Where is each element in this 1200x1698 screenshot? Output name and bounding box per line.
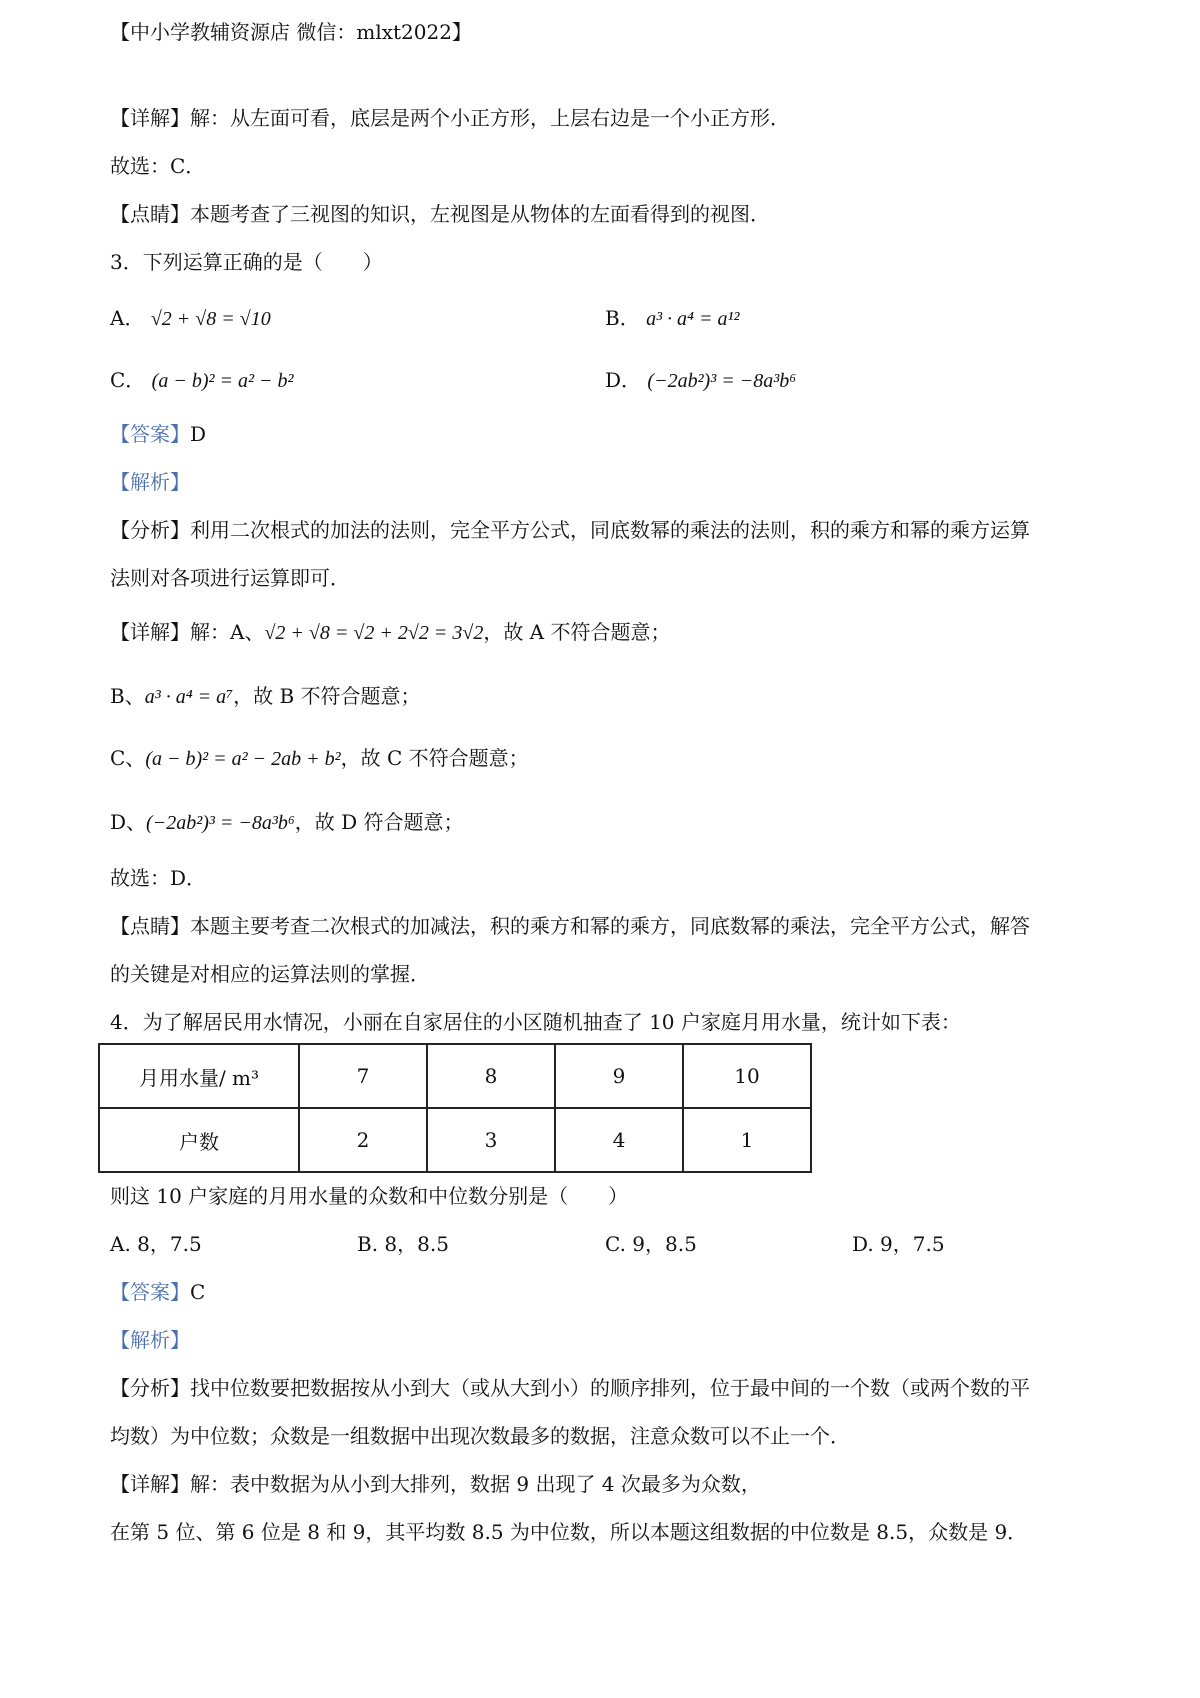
q3-stem: 3．下列运算正确的是（ ） bbox=[110, 250, 383, 274]
detail-prefix: B、 bbox=[110, 684, 145, 708]
table-row bbox=[99, 1108, 811, 1172]
answer-tag: 【答案】 bbox=[110, 1280, 190, 1304]
detail-suffix: ，故 B 不符合题意； bbox=[233, 684, 421, 708]
option-label: D． bbox=[605, 368, 642, 392]
q3-comment-line-1: 【点睛】本题主要考查二次根式的加减法，积的乘方和幂的乘方，同底数幂的乘法，完全平方公式，解答 bbox=[110, 914, 1030, 938]
q4-answer bbox=[110, 1278, 205, 1306]
q3-choice: 故选：D． bbox=[110, 866, 207, 890]
answer-value: D bbox=[190, 422, 207, 446]
q2-comment: 【点睛】本题考查了三视图的知识，左视图是从物体的左面看得到的视图． bbox=[110, 202, 770, 226]
q3-comment-line-2: 的关键是对相应的运算法则的掌握． bbox=[110, 962, 430, 986]
q3-option-b bbox=[605, 304, 740, 333]
math-expression: (a − b)² = a² − 2ab + b² bbox=[145, 748, 341, 770]
math-expression: a³ · a⁴ = a¹² bbox=[646, 308, 740, 330]
q3-analysis-tag: 【解析】 bbox=[110, 470, 190, 494]
table-cell: 8 bbox=[427, 1044, 555, 1108]
detail-prefix: C、 bbox=[110, 746, 146, 770]
q3-option-c bbox=[110, 366, 293, 395]
math-expression: (a − b)² = a² − b² bbox=[151, 370, 294, 392]
page-header: 【中小学教辅资源店 微信：mlxt2022】 bbox=[110, 20, 472, 44]
option-label: A． bbox=[110, 306, 145, 330]
option-label: C． bbox=[110, 368, 146, 392]
q3-detail-c bbox=[110, 744, 529, 773]
detail-prefix: D、 bbox=[110, 810, 147, 834]
q4-analysis-line-1: 【分析】找中位数要把数据按从小到大（或从大到小）的顺序排列，位于最中间的一个数（或两个数的平 bbox=[110, 1376, 1030, 1400]
detail-suffix: ，故 D 符合题意； bbox=[294, 810, 464, 834]
q4-option-d: D. 9，7.5 bbox=[852, 1232, 945, 1256]
table-cell: 4 bbox=[555, 1108, 683, 1172]
q4-question: 则这 10 户家庭的月用水量的众数和中位数分别是（ ） bbox=[110, 1184, 629, 1208]
q4-option-a: A. 8，7.5 bbox=[110, 1232, 202, 1256]
detail-prefix: 【详解】解：A、 bbox=[110, 620, 265, 644]
table-cell: 1 bbox=[683, 1108, 811, 1172]
q4-stem: 4．为了解居民用水情况，小丽在自家居住的小区随机抽查了 10 户家庭月用水量，统计如下表： bbox=[110, 1010, 961, 1034]
q3-detail-a bbox=[110, 618, 671, 647]
q2-choice: 故选：C． bbox=[110, 154, 206, 178]
detail-suffix: ，故 C 不符合题意； bbox=[340, 746, 529, 770]
option-label: B． bbox=[605, 306, 640, 330]
math-expression: √2 + √8 = √10 bbox=[150, 308, 271, 330]
q3-analysis-line-1: 【分析】利用二次根式的加法的法则，完全平方公式，同底数幂的乘法的法则，积的乘方和幂的乘方运算 bbox=[110, 518, 1030, 542]
answer-tag: 【答案】 bbox=[110, 422, 190, 446]
table-cell: 7 bbox=[299, 1044, 427, 1108]
q3-option-d bbox=[605, 366, 796, 395]
q4-analysis-tag: 【解析】 bbox=[110, 1328, 190, 1352]
q4-detail-line-2: 在第 5 位、第 6 位是 8 和 9，其平均数 8.5 为中位数，所以本题这组数据的中位数是 8.5，众数是 9． bbox=[110, 1520, 1028, 1544]
answer-value: C bbox=[190, 1280, 206, 1304]
table-header-cell: 月用水量/ m³ bbox=[99, 1044, 299, 1108]
water-usage-table bbox=[98, 1043, 812, 1173]
q3-answer bbox=[110, 420, 206, 448]
math-expression: (−2ab²)³ = −8a³b⁶ bbox=[647, 370, 797, 392]
q4-option-b: B. 8，8.5 bbox=[357, 1232, 449, 1256]
q2-detail: 【详解】解：从左面可看，底层是两个小正方形，上层右边是一个小正方形． bbox=[110, 106, 790, 130]
table-cell: 2 bbox=[299, 1108, 427, 1172]
q3-detail-d bbox=[110, 808, 464, 837]
q3-detail-b bbox=[110, 682, 421, 711]
table-cell: 9 bbox=[555, 1044, 683, 1108]
q3-option-a bbox=[110, 304, 271, 333]
table-row bbox=[99, 1044, 811, 1108]
table-cell: 3 bbox=[427, 1108, 555, 1172]
table-header-cell: 户数 bbox=[99, 1108, 299, 1172]
q4-detail-line-1: 【详解】解：表中数据为从小到大排列，数据 9 出现了 4 次最多为众数， bbox=[110, 1472, 761, 1496]
table-cell: 10 bbox=[683, 1044, 811, 1108]
math-expression: √2 + √8 = √2 + 2√2 = 3√2 bbox=[264, 622, 484, 644]
q3-analysis-line-2: 法则对各项进行运算即可． bbox=[110, 566, 350, 590]
detail-suffix: ，故 A 不符合题意； bbox=[483, 620, 671, 644]
math-expression: (−2ab²)³ = −8a³b⁶ bbox=[146, 812, 295, 834]
q4-option-c: C. 9，8.5 bbox=[605, 1232, 697, 1256]
math-expression: a³ · a⁴ = a⁷ bbox=[144, 686, 234, 708]
q4-analysis-line-2: 均数）为中位数；众数是一组数据中出现次数最多的数据，注意众数可以不止一个． bbox=[110, 1424, 850, 1448]
